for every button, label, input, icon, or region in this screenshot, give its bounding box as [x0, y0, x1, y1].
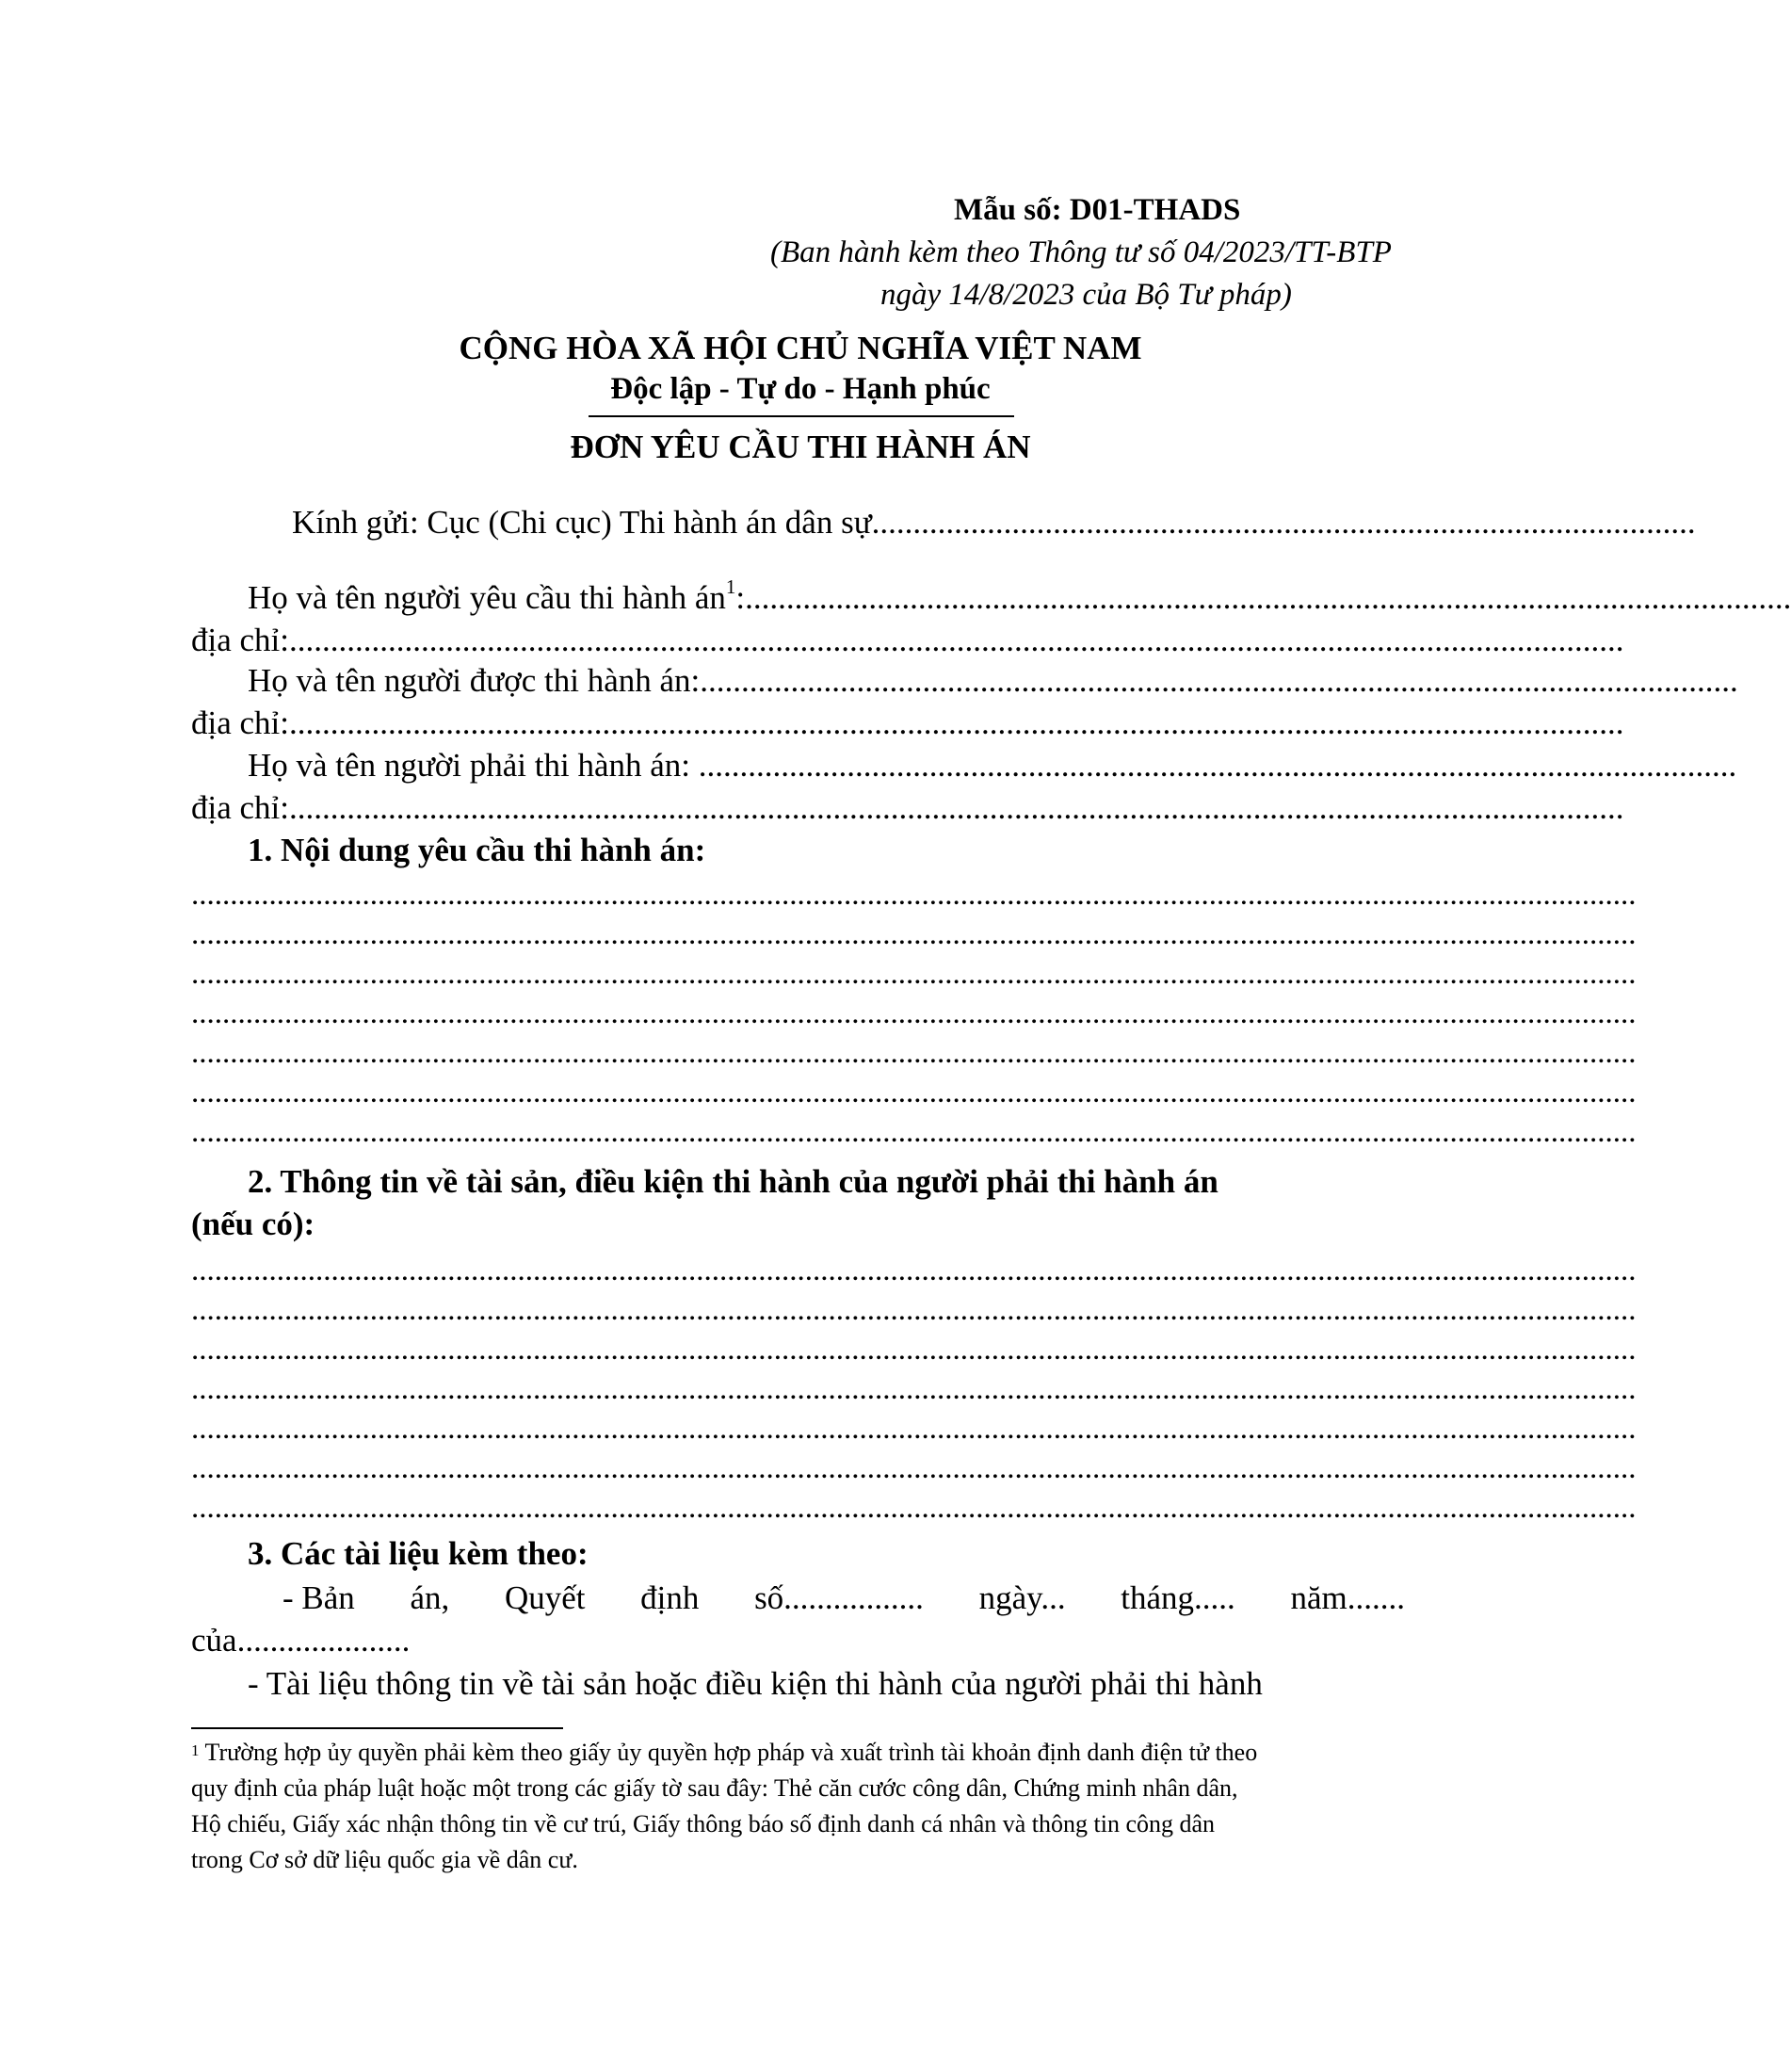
issued-by-line1: (Ban hành kèm theo Thông tư số 04/2023/TT-BTP	[770, 235, 1392, 269]
section1-line[interactable]: ..........................................................................................................................................................................................	[191, 917, 1637, 951]
section2-line[interactable]: ..........................................................................................................................................................................................	[191, 1293, 1637, 1327]
footnote-separator	[191, 1727, 563, 1729]
address-label: địa chỉ:	[191, 789, 289, 826]
beneficiary-address-row	[191, 704, 1624, 742]
section2-line[interactable]: ..........................................................................................................................................................................................	[191, 1254, 1637, 1287]
national-motto: Độc lập - Tự do - Hạnh phúc	[610, 372, 991, 406]
item1-word: án,	[410, 1579, 450, 1616]
beneficiary-input[interactable]: ..............................................................................................................................	[700, 662, 1738, 699]
section3-item1-issuer[interactable]: của.....................	[191, 1622, 411, 1659]
beneficiary-address-input[interactable]: ..................................................................................................................................................................	[289, 704, 1624, 741]
issued-by-line2: ngày 14/8/2023 của Bộ Tư pháp)	[880, 278, 1292, 312]
item1-day[interactable]: ngày...	[978, 1579, 1066, 1616]
section1-line[interactable]: ..........................................................................................................................................................................................	[191, 1076, 1637, 1109]
section1-line[interactable]: ..........................................................................................................................................................................................	[191, 878, 1637, 912]
section2-line[interactable]: ..........................................................................................................................................................................................	[191, 1372, 1637, 1406]
item1-word: định	[640, 1579, 700, 1616]
beneficiary-label: Họ và tên người được thi hành án:	[248, 662, 701, 699]
section1-line[interactable]: ..........................................................................................................................................................................................	[191, 996, 1637, 1030]
beneficiary-row	[248, 662, 1738, 700]
section1-line[interactable]: ..........................................................................................................................................................................................	[191, 1036, 1637, 1070]
obligor-input[interactable]: ..............................................................................................................................	[690, 747, 1737, 784]
requester-colon: :	[735, 579, 746, 616]
recipient-text: Kính gửi: Cục (Chi cục) Thi hành án dân sự	[292, 504, 872, 541]
item1-word: - Bản	[282, 1579, 355, 1616]
obligor-row	[248, 747, 1737, 785]
obligor-label: Họ và tên người phải thi hành án:	[248, 747, 691, 784]
requester-address-input[interactable]: ..................................................................................................................................................................	[289, 622, 1624, 658]
obligor-address-input[interactable]: ..................................................................................................................................................................	[289, 789, 1624, 826]
requester-label: Họ và tên người yêu cầu thi hành án	[248, 579, 726, 616]
section2-line[interactable]: ..........................................................................................................................................................................................	[191, 1333, 1637, 1367]
address-label: địa chỉ:	[191, 622, 289, 658]
item1-word: Quyết	[504, 1579, 586, 1616]
section1-line[interactable]: ..........................................................................................................................................................................................	[191, 957, 1637, 991]
document-title: ĐƠN YÊU CẦU THI HÀNH ÁN	[570, 429, 1031, 465]
item1-decision-number[interactable]: số.................	[754, 1579, 924, 1616]
section3-title: 3. Các tài liệu kèm theo:	[248, 1535, 589, 1572]
recipient-line	[292, 504, 1696, 542]
form-number: Mẫu số: D01-THADS	[954, 193, 1241, 227]
section1-line[interactable]: ..........................................................................................................................................................................................	[191, 1115, 1637, 1149]
requester-row	[248, 575, 1791, 617]
recipient-leader[interactable]: ....................................................................................................	[871, 504, 1696, 541]
footnote-ref: 1	[725, 575, 736, 598]
requester-input[interactable]: ...............................................................................................................................	[745, 579, 1791, 616]
national-title: CỘNG HÒA XÃ HỘI CHỦ NGHĨA VIỆT NAM	[459, 330, 1142, 366]
address-label: địa chỉ:	[191, 704, 289, 741]
section3-item2: - Tài liệu thông tin về tài sản hoặc điều kiện thi hành của người phải thi hành	[248, 1665, 1263, 1702]
footnote-marker: 1	[191, 1741, 200, 1759]
section2-line[interactable]: ..........................................................................................................................................................................................	[191, 1491, 1637, 1525]
section3-item1	[282, 1579, 1405, 1617]
footnote-line: quy định của pháp luật hoặc một trong các giấy tờ sau đây: Thẻ căn cước công dân, Chứng minh nhân dân,	[191, 1774, 1238, 1802]
motto-underline	[589, 415, 1014, 417]
section2-line[interactable]: ..........................................................................................................................................................................................	[191, 1451, 1637, 1485]
requester-address-row	[191, 622, 1624, 659]
section1-title: 1. Nội dung yêu cầu thi hành án:	[248, 832, 706, 868]
footnote	[191, 1735, 1412, 1878]
footnote-line: Hộ chiếu, Giấy xác nhận thông tin về cư trú, Giấy thông báo số định danh cá nhân và thông tin công dân	[191, 1810, 1216, 1837]
footnote-line: $^1$ Trường hợp ủy quyền phải kèm theo giấy ủy quyền hợp pháp và xuất trình tài khoản định danh điện tử theo	[191, 1739, 1258, 1766]
item1-year[interactable]: năm.......	[1290, 1579, 1405, 1616]
section2-title-line2: (nếu có):	[191, 1206, 315, 1242]
footnote-line: trong Cơ sở dữ liệu quốc gia về dân cư.	[191, 1846, 578, 1873]
item1-month[interactable]: tháng.....	[1121, 1579, 1235, 1616]
section2-title-line1: 2. Thông tin về tài sản, điều kiện thi hành của người phải thi hành án	[248, 1163, 1218, 1200]
section2-line[interactable]: ..........................................................................................................................................................................................	[191, 1412, 1637, 1446]
obligor-address-row	[191, 789, 1624, 827]
